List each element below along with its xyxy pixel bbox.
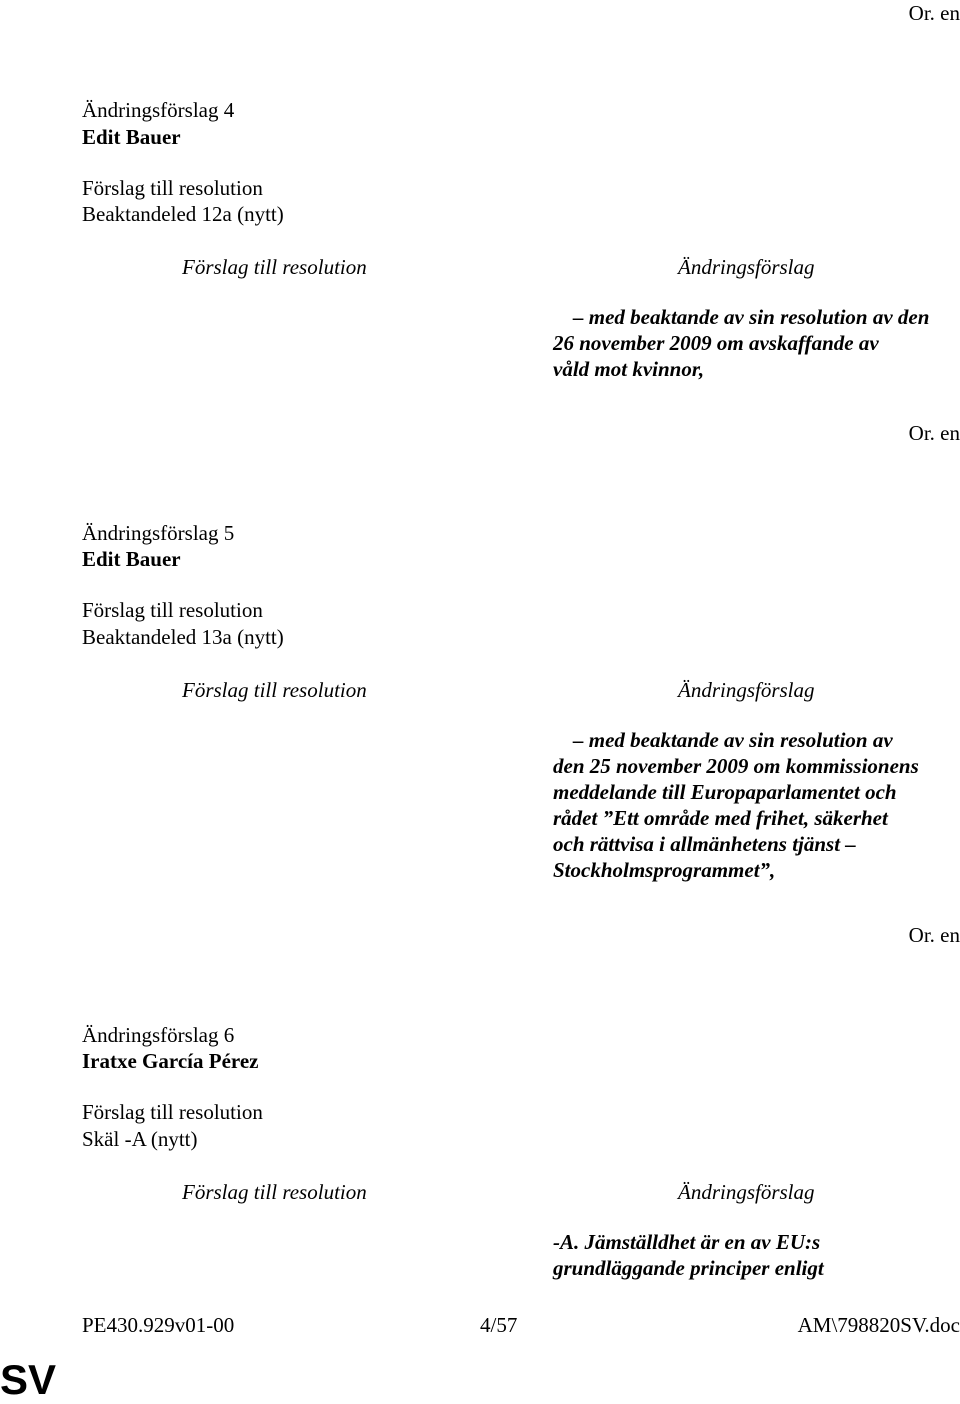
amendment-text-line: -A. Jämställdhet är en av EU:s	[553, 1230, 821, 1254]
original-language-label: Or. en	[908, 923, 960, 947]
amendment-text-line: rådet ”Ett område med frihet, säkerhet	[553, 806, 888, 830]
amendment-text-line: grundläggande principer enligt	[553, 1256, 824, 1280]
footer-document-reference: PE430.929v01-00	[82, 1313, 235, 1337]
proposal-item: Beaktandeled 12a (nytt)	[82, 202, 284, 226]
amendment-title: Ändringsförslag 6	[82, 1023, 235, 1047]
footer-file-name: AM\798820SV.doc	[797, 1313, 960, 1337]
original-language-label: Or. en	[908, 1, 960, 25]
proposal-section: Förslag till resolution	[82, 176, 263, 200]
amendment-title: Ändringsförslag 4	[82, 98, 235, 122]
amendment-text	[553, 727, 960, 883]
amendment-text-line: 26 november 2009 om avskaffande av	[553, 331, 879, 355]
proposal-section: Förslag till resolution	[82, 598, 263, 622]
amendment-text-line: – med beaktande av sin resolution av	[573, 728, 893, 752]
proposal-item: Beaktandeled 13a (nytt)	[82, 625, 284, 649]
original-language-label: Or. en	[908, 421, 960, 445]
amendment-text-line: den 25 november 2009 om kommissionens	[553, 754, 919, 778]
column-header-original: Förslag till resolution	[182, 678, 367, 702]
footer-page-number: 4/57	[480, 1313, 518, 1337]
proposal-item: Skäl -A (nytt)	[82, 1127, 198, 1151]
amendment-text-line: våld mot kvinnor,	[553, 357, 705, 381]
amendment-text	[553, 304, 960, 382]
amendment-author: Iratxe García Pérez	[82, 1049, 259, 1073]
column-header-amendment: Ändringsförslag	[678, 1180, 815, 1204]
amendment-text-line: Stockholmsprogrammet”,	[553, 858, 776, 882]
amendment-title: Ändringsförslag 5	[82, 521, 235, 545]
amendment-text-line: och rättvisa i allmänhetens tjänst –	[553, 832, 856, 856]
column-header-amendment: Ändringsförslag	[678, 678, 815, 702]
amendment-text-line: – med beaktande av sin resolution av den	[573, 305, 930, 329]
language-mark: SV	[0, 1356, 57, 1403]
amendment-text-line: meddelande till Europaparlamentet och	[553, 780, 897, 804]
amendment-author: Edit Bauer	[82, 547, 181, 571]
amendment-text	[553, 1229, 960, 1281]
proposal-section: Förslag till resolution	[82, 1100, 263, 1124]
column-header-original: Förslag till resolution	[182, 1180, 367, 1204]
amendment-author: Edit Bauer	[82, 125, 181, 149]
column-header-amendment: Ändringsförslag	[678, 255, 815, 279]
column-header-original: Förslag till resolution	[182, 255, 367, 279]
